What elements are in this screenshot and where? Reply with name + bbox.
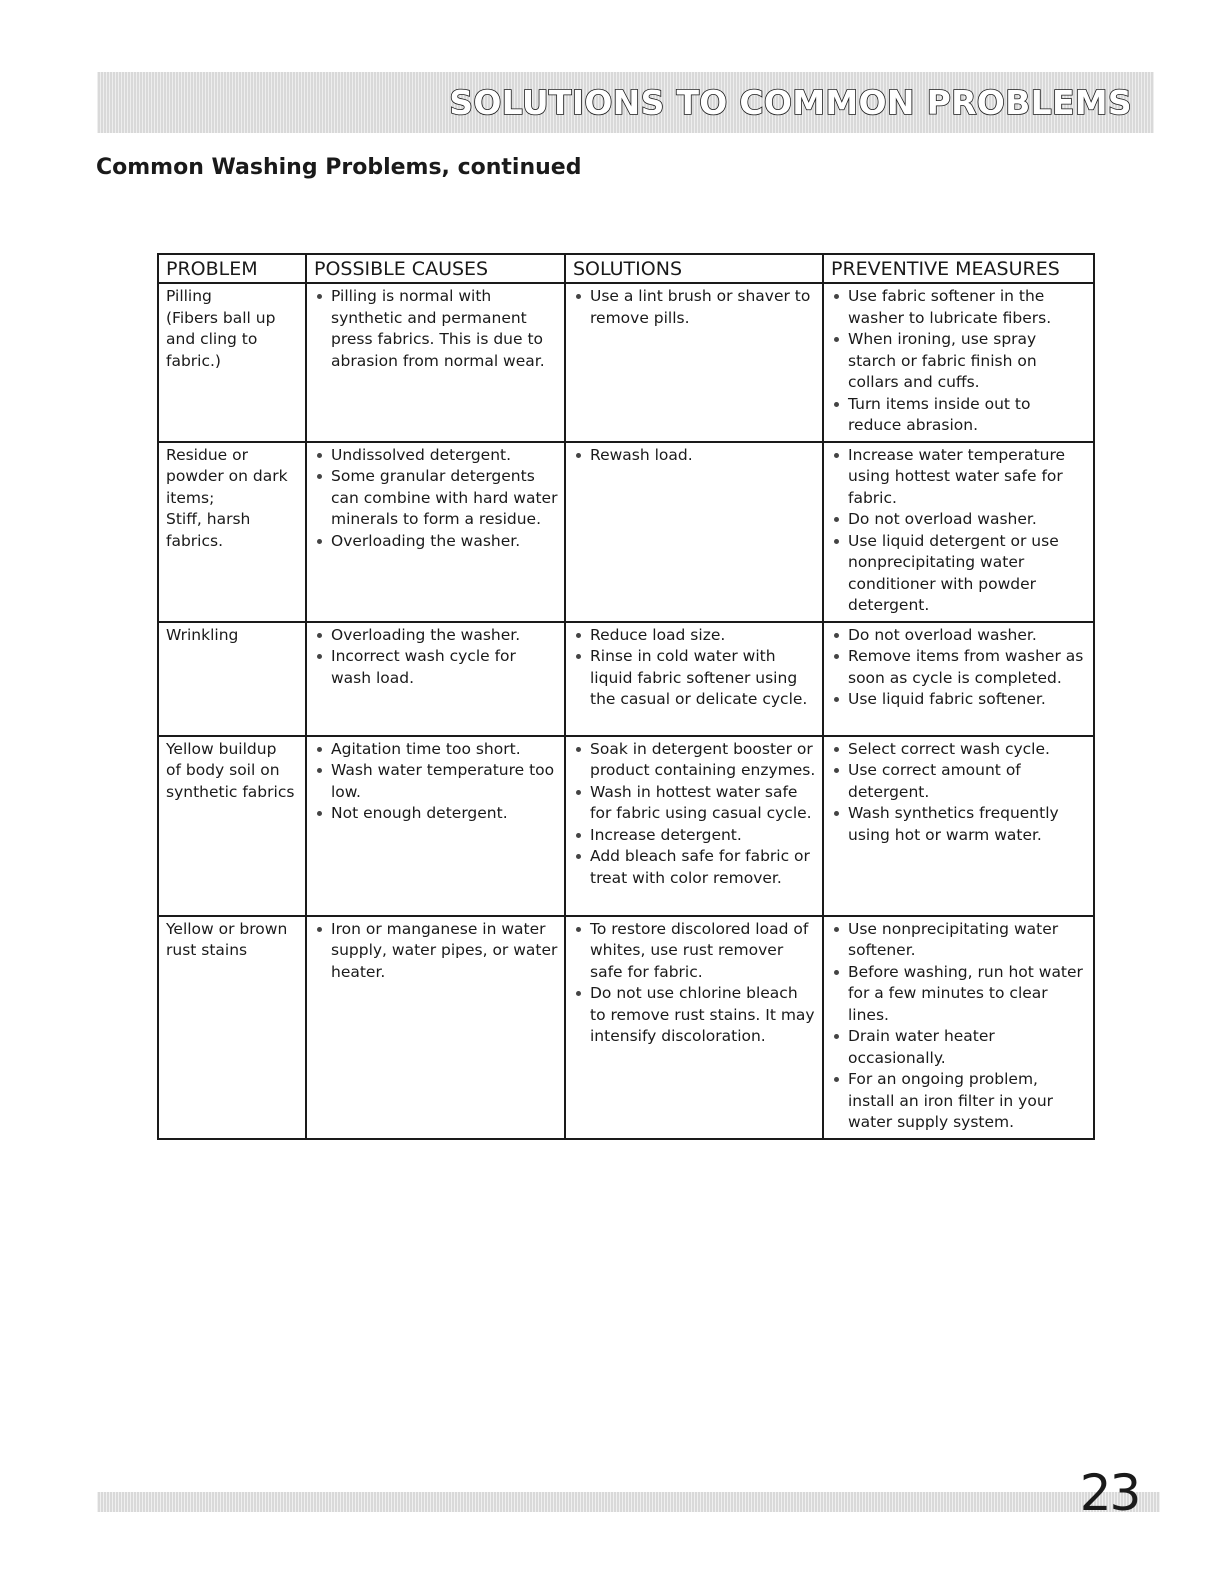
bullet-item: Rewash load. [573, 445, 816, 467]
bullet-item: Do not use chlorine bleach to remove rust stains. It may intensify discoloration. [573, 983, 816, 1048]
bullet-item: When ironing, use spray starch or fabric finish on collars and cuffs. [831, 329, 1087, 394]
bullet-list [573, 625, 816, 711]
bullet-list [831, 919, 1087, 1134]
possible-causes-cell [306, 283, 565, 442]
table-header-row [158, 254, 1094, 283]
bullet-item: Remove items from washer as soon as cycle is completed. [831, 646, 1087, 689]
bullet-item: Use correct amount of detergent. [831, 760, 1087, 803]
bullet-item: Use nonprecipitating water softener. [831, 919, 1087, 962]
preventive-measures-cell [823, 283, 1094, 442]
column-header-solutions: SOLUTIONS [565, 254, 823, 283]
bullet-item: For an ongoing problem, install an iron filter in your water supply system. [831, 1069, 1087, 1134]
bullet-item: Reduce load size. [573, 625, 816, 647]
bullet-item: Use fabric softener in the washer to lubricate fibers. [831, 286, 1087, 329]
problem-cell: Yellow or brown rust stains [158, 916, 306, 1139]
table-row [158, 736, 1094, 916]
bullet-item: Soak in detergent booster or product containing enzymes. [573, 739, 816, 782]
possible-causes-cell [306, 916, 565, 1139]
bullet-item: Iron or manganese in water supply, water pipes, or water heater. [314, 919, 558, 984]
problem-cell: Wrinkling [158, 622, 306, 736]
bullet-item: Wash water temperature too low. [314, 760, 558, 803]
bullet-list [573, 286, 816, 329]
bullet-item: Some granular detergents can combine with hard water minerals to form a residue. [314, 466, 558, 531]
page-number: 23 [1079, 1464, 1140, 1522]
bullet-item: To restore discolored load of whites, use rust remover safe for fabric. [573, 919, 816, 984]
bullet-item: Wash synthetics frequently using hot or warm water. [831, 803, 1087, 846]
bullet-item: Rinse in cold water with liquid fabric softener using the casual or delicate cycle. [573, 646, 816, 711]
bullet-item: Increase water temperature using hottest water safe for fabric. [831, 445, 1087, 510]
bullet-item: Drain water heater occasionally. [831, 1026, 1087, 1069]
problems-table [157, 253, 1095, 1140]
bullet-list [831, 286, 1087, 437]
table-row [158, 283, 1094, 442]
bullet-list [573, 739, 816, 890]
solutions-cell [565, 442, 823, 622]
bullet-item: Before washing, run hot water for a few minutes to clear lines. [831, 962, 1087, 1027]
problem-cell: Residue or powder on dark items; Stiff, harsh fabrics. [158, 442, 306, 622]
column-header-problem: PROBLEM [158, 254, 306, 283]
bullet-list [831, 739, 1087, 847]
section-title: Common Washing Problems, continued [96, 155, 582, 180]
bullet-list [314, 625, 558, 690]
column-header-possible-causes: POSSIBLE CAUSES [306, 254, 565, 283]
bullet-item: Undissolved detergent. [314, 445, 558, 467]
bullet-list [831, 625, 1087, 711]
problem-cell: Yellow buildup of body soil on synthetic fabrics [158, 736, 306, 916]
solutions-cell [565, 916, 823, 1139]
bullet-item: Pilling is normal with synthetic and permanent press fabrics. This is due to abrasion from normal wear. [314, 286, 558, 372]
section-banner [97, 72, 1154, 133]
column-header-preventive-measures: PREVENTIVE MEASURES [823, 254, 1094, 283]
table-row [158, 916, 1094, 1139]
bullet-list [314, 445, 558, 553]
table-body [158, 283, 1094, 1139]
bullet-list [831, 445, 1087, 617]
bullet-item: Agitation time too short. [314, 739, 558, 761]
bullet-item: Use liquid fabric softener. [831, 689, 1087, 711]
bullet-item: Do not overload washer. [831, 509, 1087, 531]
table-row [158, 622, 1094, 736]
preventive-measures-cell [823, 736, 1094, 916]
preventive-measures-cell [823, 622, 1094, 736]
bullet-list [573, 919, 816, 1048]
possible-causes-cell [306, 442, 565, 622]
problem-cell: Pilling (Fibers ball up and cling to fabric.) [158, 283, 306, 442]
bullet-item: Wash in hottest water safe for fabric using casual cycle. [573, 782, 816, 825]
preventive-measures-cell [823, 442, 1094, 622]
solutions-cell [565, 736, 823, 916]
bullet-list [314, 739, 558, 825]
bullet-item: Do not overload washer. [831, 625, 1087, 647]
bullet-list [314, 919, 558, 984]
bullet-list [573, 445, 816, 467]
possible-causes-cell [306, 622, 565, 736]
bullet-item: Not enough detergent. [314, 803, 558, 825]
bullet-item: Overloading the washer. [314, 531, 558, 553]
solutions-cell [565, 622, 823, 736]
bullet-item: Select correct wash cycle. [831, 739, 1087, 761]
bullet-item: Use liquid detergent or use nonprecipitating water conditioner with powder detergent. [831, 531, 1087, 617]
bullet-item: Use a lint brush or shaver to remove pills. [573, 286, 816, 329]
bullet-item: Increase detergent. [573, 825, 816, 847]
bullet-list [314, 286, 558, 372]
preventive-measures-cell [823, 916, 1094, 1139]
table-row [158, 442, 1094, 622]
footer-bar [97, 1492, 1160, 1512]
bullet-item: Turn items inside out to reduce abrasion. [831, 394, 1087, 437]
possible-causes-cell [306, 736, 565, 916]
solutions-cell [565, 283, 823, 442]
banner-title: SOLUTIONS TO COMMON PROBLEMS [449, 83, 1132, 122]
bullet-item: Incorrect wash cycle for wash load. [314, 646, 558, 689]
bullet-item: Overloading the washer. [314, 625, 558, 647]
bullet-item: Add bleach safe for fabric or treat with color remover. [573, 846, 816, 889]
